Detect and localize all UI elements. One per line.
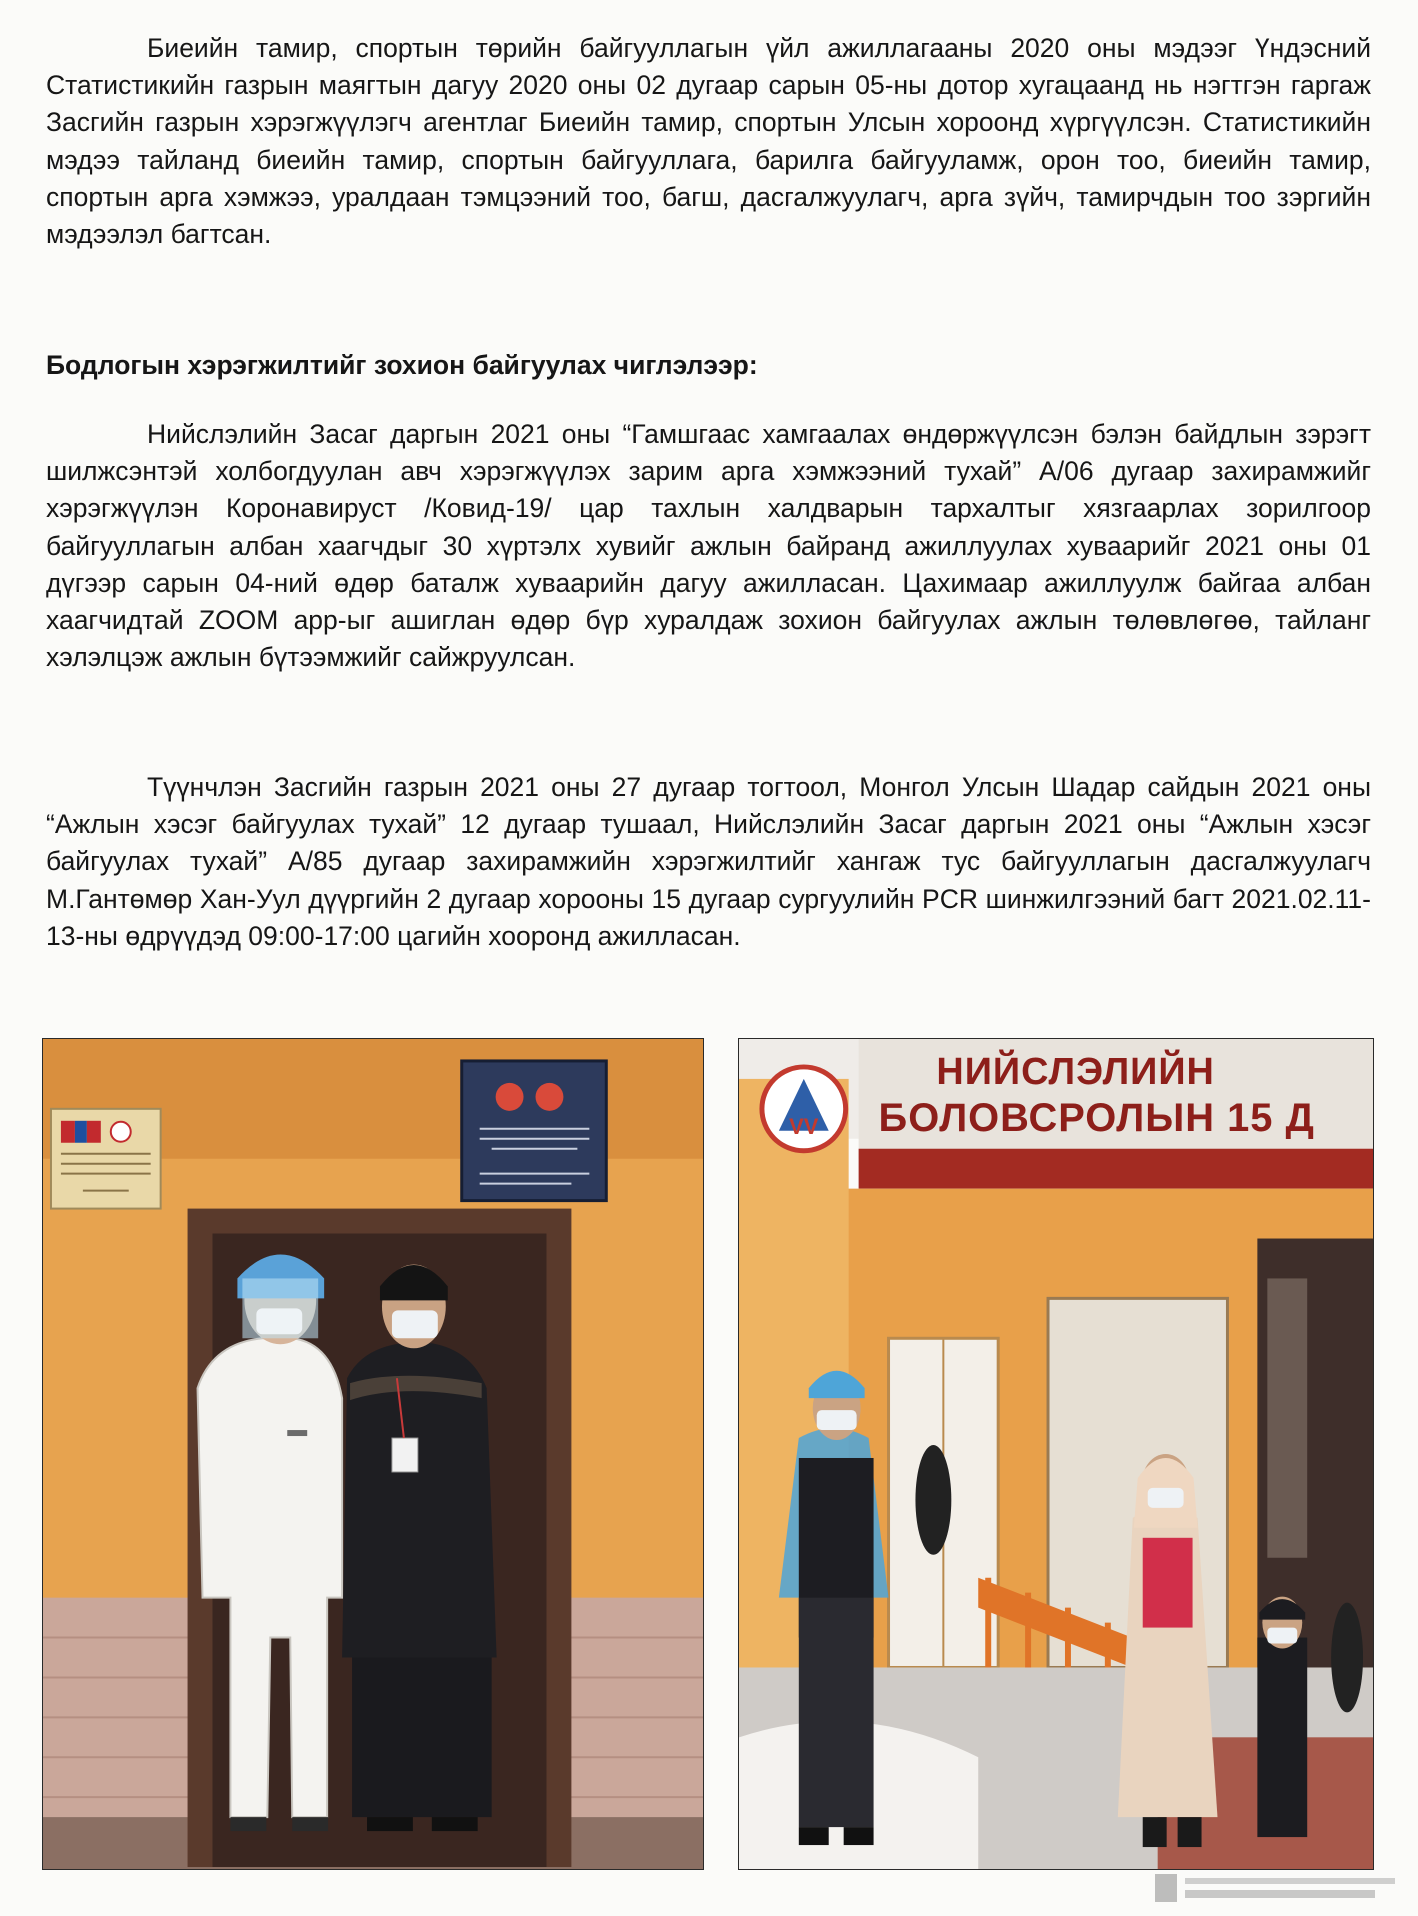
person-dark-coat-right xyxy=(1257,1597,1307,1837)
paragraph-covid-schedule: Нийслэлийн Засаг даргын 2021 оны “Гамшгаас хамгаалах өндөржүүлсэн бэлэн байдлын зэрэгт шилжсэнтэй холбогдуулан авч хэрэгжүүлэх зарим арга хэмжээний тухай” А/06 дугаар захирамжийг хэрэгжүүлэн Коронавируст /Ковид-19/ цар тахлын халдварын тархалтыг хязгаарлах зорилгоор байгууллагын албан хаагчдыг 30 хүртэлх хувийг ажлын байранд ажиллуулах хуваарийг 2021 оны 01 дүгээр сарын 04-ний өдөр баталж хуваарийн дагуу ажилласан. Цахимаар ажиллуулж байгаа албан хаагчидтай ZOOM app-ыг ашиглан өдөр бүр хуралдаж зохион байгуулах ажлын төлөвлөгөө, тайланг хэлэлцэж ажлын бүтээмжийг сайжруулсан. xyxy=(46,419,1371,673)
svg-text:VV: VV xyxy=(789,1113,819,1139)
paragraph-pcr-team: Түүнчлэн Засгийн газрын 2021 оны 27 дугаар тогтоол, Монгол Улсын Шадар сайдын 2021 оны “Ажлын хэсэг байгуулах тухай” 12 дугаар тушаал, Нийслэлийн Засаг даргын 2021 оны “Ажлын хэсэг байгуулах тухай” А/85 дугаар захирамжийн хэрэгжилтийг хангаж тус байгууллагын дасгалжуулагч М.Гантөмөр Хан-Уул дүүргийн 2 дугаар хорооны 15 дугаар сургуулийн PCR шинжилгээний багт 2021.02.11-13-ны өдрүүдэд 09:00-17:00 цагийн хооронд ажилласан. xyxy=(46,772,1371,951)
photo-left-two-people-doorway xyxy=(42,1038,704,1870)
footer-watermark xyxy=(1155,1868,1405,1908)
school-sign-line-2: БОЛОВСРОЛЫН 15 Д xyxy=(878,1095,1315,1140)
school-sign-line-1: НИЙСЛЭЛИЙН xyxy=(936,1050,1215,1093)
photo-right-school-entrance xyxy=(738,1038,1374,1870)
section-heading: Бодлогын хэрэгжилтийг зохион байгуулах чиглэлээр: xyxy=(46,350,758,380)
paragraph-statistics: Биеийн тамир, спортын төрийн байгууллагын үйл ажиллагааны 2020 оны мэдээг Үндэсний Статистикийн газрын маягтын дагуу 2020 оны 02 дугаар сарын 05-ны дотор хугацаанд нь нэгтгэн гаргаж Засгийн газрын хэрэгжүүлэгч агентлаг Биеийн тамир, спортын Улсын хороонд хүргүүлсэн. Статистикийн мэдээ тайланд биеийн тамир, спортын байгууллага, барилга байгууламж, орон тоо, биеийн тамир, спортын арга хэмжээ, уралдаан тэмцээний тоо, багш, дасгалжуулагч, арга зүйч, тамирчдын тоо зэргийн мэдээлэл багтсан. xyxy=(46,33,1371,250)
